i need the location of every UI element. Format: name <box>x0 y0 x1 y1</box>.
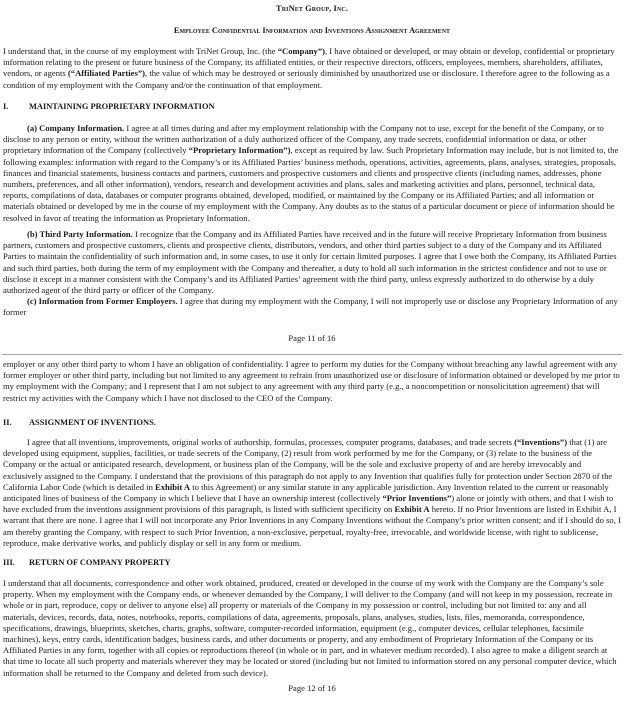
defined-term-proprietary-information: “Proprietary Information”) <box>188 145 291 156</box>
page-number-footer: Page 12 of 16 <box>288 683 336 693</box>
section-title: ASSIGNMENT OF INVENTIONS. <box>29 418 156 427</box>
section-number: III. <box>3 558 15 567</box>
intro-text: , the value of which may be destroyed or seriously diminished by unauthorized use or disclosure. I therefore agree to the following as a condition of my employment with the Company and/or the continuation of that employment. <box>3 68 610 90</box>
section-number: II. <box>3 418 12 427</box>
clause-former-employers <box>3 296 621 318</box>
document-company-name: TriNet Group, Inc. <box>276 4 348 13</box>
intro-text: , I have obtained or developed, or may obtain or develop, confidential or proprietary information relating to the present or future business of the Company, its affiliated entities, or their respective directors, officers, employees, members, shareholders, affiliates, vendors, or agents <box>3 46 615 79</box>
return-of-property-paragraph <box>3 578 621 679</box>
clause-text: , except as required by law. Such Proprietary Information may include, but is not limited to, the following examples: information with regard to the Company’s or its Affiliated Parties’ business methods, operations, activities, agreements, plans, analyses, strategies, proposals, finances and financial statements, business contacts and partners, customers and prospective customers and clients and prospective clients (including names, addresses, phone numbers, preferences, and all other information), vendors, research and development activities and plans, sales and marketing activities and plans, personnel, technical data, reports, compilations of data, databases or computer programs obtained, developed, modified, or maintained by the Company or its Affiliated Parties; and all information or materials obtained or developed by me in the course of my employment with the Company. Any doubts as to the status of a particular document or piece of information should be resolved in favor of treating the information as Proprietary Information. <box>3 145 619 223</box>
clause-text: I recognize that the Company and its Affiliated Parties have received and in the future will receive Proprietary Information from business partners, customers and prospective customers, clients and prospective clients, distributors, vendors, and other third parties subject to a duty of the Company and its Affiliated Parties to maintain the confidentiality of such information and, in some cases, to use it only for certain limited purposes. I agree that I owe both the Company, its Affiliated Parties and such third parties, both during the term of my employment with the Company and thereafter, a duty to hold all such information in the strictest confidence and not to use or disclose it except in a manner consistent with the Company’s and its Affiliated Parties’ agreement with the third party, unless expressly authorized to do otherwise by a duly authorized agent of the third party or officer of the Company. <box>3 229 617 296</box>
clause-label: (b) Third Party Information. <box>27 229 133 239</box>
clause-text: ) alone or jointly with others, and that I wish to have excluded from the inventions assignment provisions of this paragraph, is listed with sufficient specificity on <box>3 493 614 515</box>
section-title: MAINTAINING PROPRIETARY INFORMATION <box>29 102 215 111</box>
defined-term-company: “Company”) <box>277 46 325 56</box>
section-number: I. <box>3 102 9 111</box>
continuation-text: employer or any other third party to whom I have an obligation of confidentiality. I agree to perform my duties for the Company without breaching any lawful agreement with any former employer or other third party, including but not limited to any agreement to refrain from unauthorized use or disclosure of information obtained or developed by me prior to my employment with the Company; and I represent that I am not subject to any agreement with any third party (e.g., a noncompetition or nonsolicitation agreement) that will restrict my activities with the Company which I have not disclosed to the CEO of the Company. <box>3 359 620 403</box>
clause-text: that (1) are developed using equipment, supplies, facilities, or trade secrets of the Company, (2) result from work performed by me for the Company, or (3) relate to the business of the Company or the actual or anticipated research, development, or business plan of the Company, will be the sole and exclusive property of and are hereby irrevocably and exclusively assigned to the Company. I understand that the provisions of this paragraph do not apply to any Invention that qualifies fully for protection under Section 2870 of the California Labor Code (which is detailed in <box>3 437 613 492</box>
intro-text: I understand that, in the course of my employment with TriNet Group, Inc. (the <box>3 46 278 56</box>
assignment-of-inventions-paragraph <box>3 437 621 549</box>
clause-label: (c) Information from Former Employers. <box>27 296 178 306</box>
clause-text: I agree at all times during and after my employment relationship with the Company not to use, except for the benefit of the Company, or to disclose to any person or entity, without the written authorization of a duly authorized officer of the Company, any trade secrets, confidential information or data, or other proprietary information of the Company (collectively <box>3 123 604 156</box>
defined-term-inventions: (“Inventions”) <box>514 437 568 447</box>
clause-third-party-information <box>3 229 621 296</box>
page-break-divider <box>2 354 622 355</box>
continuation-paragraph <box>3 359 621 404</box>
section-title: RETURN OF COMPANY PROPERTY <box>29 558 171 567</box>
defined-term-prior-inventions: “Prior Inventions” <box>382 493 452 504</box>
clause-company-information <box>3 123 621 224</box>
intro-paragraph <box>3 46 621 91</box>
clause-text: hereto. If no Prior Inventions are listed in Exhibit A, I warrant that there are none. I agree that I will not incorporate any Prior Inventions in any Company Inventions without the Company’s prior written consent; and if I should do so, I am thereby granting the Company, with respect to such Prior Invention, a non-exclusive, perpetual, royalty-free, irrevocable, and worldwide license, with right to sublicense, reproduce, make derivative works, and publicly display or sell in any form or medium. <box>3 504 621 548</box>
section-heading-1 <box>3 101 215 112</box>
clause-text: to this Agreement) or any similar statute in any applicable jurisdiction. Any Invention related to the current or reasonably anticipated lines of business of the Company in which I believe that I have an ownership interest (collectively <box>3 481 609 504</box>
clause-text: I agree that during my employment with the Company, I will not improperly use or disclose any Proprietary Information of any former <box>3 296 618 318</box>
section-heading-2 <box>3 417 156 428</box>
section-heading-3 <box>3 557 171 568</box>
page-number-footer: Page 11 of 16 <box>288 333 336 343</box>
clause-label: (a) Company Information. <box>27 123 125 133</box>
exhibit-reference: Exhibit A <box>394 504 430 515</box>
exhibit-reference: Exhibit A <box>155 481 191 492</box>
clause-text: I agree that all inventions, improvements, original works of authorship, formulas, processes, computer programs, databases, and trade secrets <box>27 437 515 447</box>
clause-text: I understand that all documents, correspondence and other work obtained, produced, created or developed in the course of my work with the Company are the Company’s sole property. When my employment with the Company ends, or whenever demanded by the Company, I will deliver to the Company (and will not keep in my possession, recreate in whole or in part, reproduce, copy or deliver to anyone else) all property or materials of the Company in my possession or control, including but not limited to: any and all materials, devices, records, data, notes, notebooks, reports, compilations of data, agreements, proposals, plans, analyses, studies, lists, files, memoranda, correspondence, specifications, drawings, blueprints, sketches, charts, graphs, software, computer-recorded information, equipment (e.g., computer devices, cellular telephones, facsimile machines), keys, entry cards, identification badges, business cards, and other documents or property, and any embodiment of Proprietary Information of the Company or its Affiliated Parties in any form, together with all copies or reproductions thereof (in whole or in part, and in whatever medium recorded). I also agree to make a diligent search at that time to locate all such property and materials wherever they may be located or stored (including but not limited to information stored on any personal computer device, which information shall be returned to the Company and deleted from such device). <box>3 578 617 678</box>
document-title: Employee Confidential Information and Inventions Assignment Agreement <box>173 26 451 35</box>
defined-term-affiliated-parties: (“Affiliated Parties”) <box>67 68 146 79</box>
